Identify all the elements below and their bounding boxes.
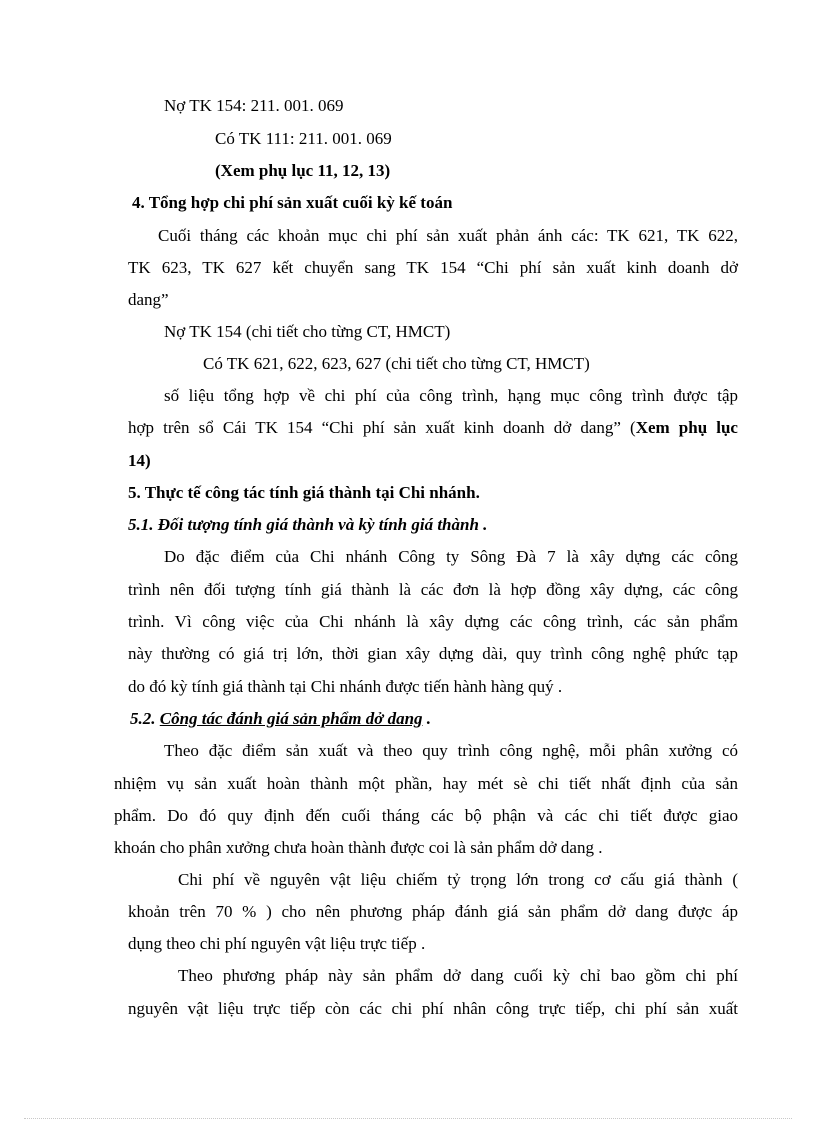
- subsection-5-2-heading: 5.2. Công tác đánh giá sản phẩm dở dang .: [130, 709, 432, 728]
- subsection-5-2-para1-line: khoán cho phân xưởng chưa hoàn thành được coi là sản phẩm dở dang .: [114, 838, 603, 857]
- debit-entry-tk154: Nợ TK 154: 211. 001. 069: [164, 96, 344, 115]
- subsection-5-2-para2-line: khoản trên 70 % ) cho nên phương pháp đánh giá sản phẩm dở dang được áp: [128, 902, 738, 921]
- subsection-5-2-para1-line: phẩm. Do đó quy định đến cuối tháng các bộ phận và các chi tiết được giao: [114, 806, 738, 825]
- section-4-para-line: TK 623, TK 627 kết chuyển sang TK 154 “Chi phí sản xuất kinh doanh dở: [128, 258, 738, 277]
- subsection-5-2-para1-line: Theo đặc điểm sản xuất và theo quy trình công nghệ, mỗi phân xưởng có: [164, 741, 738, 760]
- section-4-para-line: Cuối tháng các khoản mục chi phí sản xuất phản ánh các: TK 621, TK 622,: [158, 226, 738, 245]
- credit-entry-detail: Có TK 621, 622, 623, 627 (chi tiết cho từng CT, HMCT): [203, 354, 590, 373]
- credit-entry-tk111: Có TK 111: 211. 001. 069: [215, 129, 392, 148]
- section-4-heading: 4. Tổng hợp chi phí sản xuất cuối kỳ kế toán: [132, 193, 453, 212]
- section-5-heading: 5. Thực tế công tác tính giá thành tại Chi nhánh.: [128, 483, 480, 502]
- summary-line-end: 14): [128, 451, 151, 470]
- subsection-5-2-para1-line: nhiệm vụ sản xuất hoàn thành một phần, hay mét sè chi tiết nhất định của sản: [114, 774, 738, 793]
- summary-line: hợp trên sổ Cái TK 154 “Chi phí sản xuất kinh doanh dở dang” (Xem phụ lục: [128, 418, 738, 437]
- subsection-5-2-para2-line: Chi phí về nguyên vật liệu chiếm tỷ trọng lớn trong cơ cấu giá thành (: [178, 870, 738, 889]
- subsection-5-1-line: Do đặc điểm của Chi nhánh Công ty Sông Đà 7 là xây dựng các công: [164, 547, 738, 566]
- page-bottom-divider: [24, 1118, 792, 1119]
- subsection-5-1-line: này thường có giá trị lớn, thời gian xây dựng dài, quy trình công nghệ phức tạp: [128, 644, 738, 663]
- subsection-5-1-heading: 5.1. Đối tượng tính giá thành và kỳ tính giá thành .: [128, 515, 488, 534]
- appendix-reference: (Xem phụ lục 11, 12, 13): [215, 161, 391, 180]
- debit-entry-tk154-detail: Nợ TK 154 (chi tiết cho từng CT, HMCT): [164, 322, 451, 341]
- subsection-5-1-line: trình. Vì công việc của Chi nhánh là xây dựng các công trình, các sản phẩm: [128, 612, 738, 631]
- subsection-5-1-line: trình nên đối tượng tính giá thành là các đơn là hợp đồng xây dựng, các công: [128, 580, 738, 599]
- subsection-5-2-para2-line: dụng theo chi phí nguyên vật liệu trực tiếp .: [128, 934, 426, 953]
- subsection-5-1-line: do đó kỳ tính giá thành tại Chi nhánh được tiến hành hàng quý .: [128, 677, 563, 696]
- subsection-5-2-para3-line: Theo phương pháp này sản phẩm dở dang cuối kỳ chỉ bao gồm chi phí: [178, 966, 738, 985]
- subsection-5-2-para3-line: nguyên vật liệu trực tiếp còn các chi phí nhân công trực tiếp, chi phí sản xuất: [128, 999, 738, 1018]
- section-4-para-line: dang”: [128, 290, 169, 309]
- summary-line: số liệu tổng hợp về chi phí của công trình, hạng mục công trình được tập: [164, 386, 738, 405]
